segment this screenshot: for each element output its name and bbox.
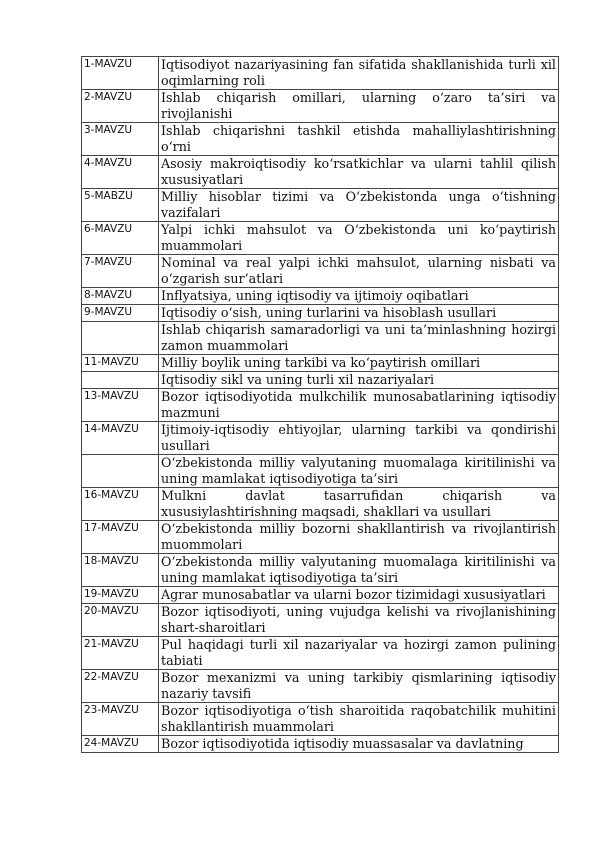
table-row	[82, 305, 559, 322]
topic-code: 20-MAVZU	[82, 604, 159, 637]
table-row	[82, 90, 559, 123]
topic-title: O‘zbekistonda milliy valyutaning muomalaga kiritilinishi va uning mamlakat iqtisodiyotiga ta’siri	[159, 455, 559, 488]
topic-code: 4-MAVZU	[82, 156, 159, 189]
table-row	[82, 372, 559, 389]
topic-title: Pul haqidagi turli xil nazariyalar va hozirgi zamon pulining tabiati	[159, 637, 559, 670]
topic-title: Milliy hisoblar tizimi va O‘zbekistonda unga o‘tishning vazifalari	[159, 189, 559, 222]
topic-title: Bozor iqtisodiyotida iqtisodiy muassasalar va davlatning	[159, 736, 559, 753]
table-row	[82, 670, 559, 703]
topic-code: 22-MAVZU	[82, 670, 159, 703]
topic-code: 24-MAVZU	[82, 736, 159, 753]
table-row	[82, 703, 559, 736]
topic-code: 14-MAVZU	[82, 422, 159, 455]
topic-code: 19-MAVZU	[82, 587, 159, 604]
topic-code: 21-MAVZU	[82, 637, 159, 670]
table-row	[82, 736, 559, 753]
table-row	[82, 554, 559, 587]
topic-title: Yalpi ichki mahsulot va O‘zbekistonda uni ko‘paytirish muammolari	[159, 222, 559, 255]
table-row	[82, 189, 559, 222]
table-row	[82, 355, 559, 372]
topic-title: Agrar munosabatlar va ularni bozor tizimidagi xususiyatlari	[159, 587, 559, 604]
table-row	[82, 604, 559, 637]
topic-code: 3-MAVZU	[82, 123, 159, 156]
table-row	[82, 288, 559, 305]
topic-code: 7-MAVZU	[82, 255, 159, 288]
table-row	[82, 637, 559, 670]
table-row	[82, 222, 559, 255]
table-row	[82, 255, 559, 288]
topics-table	[81, 56, 559, 753]
topic-title: Iqtisodiy sikl va uning turli xil nazariyalari	[159, 372, 559, 389]
topic-title: O‘zbekistonda milliy bozorni shakllantirish va rivojlantirish muommolari	[159, 521, 559, 554]
table-row	[82, 322, 559, 355]
topic-title: Iqtisodiy o‘sish, uning turlarini va hisoblash usullari	[159, 305, 559, 322]
topic-title: Ishlab chiqarish samaradorligi va uni ta’minlashning hozirgi zamon muammolari	[159, 322, 559, 355]
table-row	[82, 422, 559, 455]
topic-title: Asosiy makroiqtisodiy ko‘rsatkichlar va ularni tahlil qilish xususiyatlari	[159, 156, 559, 189]
topic-code: 1-MAVZU	[82, 57, 159, 90]
topic-title: Iqtisodiyot nazariyasining fan sifatida shakllanishida turli xil oqimlarning roli	[159, 57, 559, 90]
topic-title: Bozor iqtisodiyotiga o‘tish sharoitida raqobatchilik muhitini shakllantirish muammolari	[159, 703, 559, 736]
topic-title: Bozor mexanizmi va uning tarkibiy qismlarining iqtisodiy nazariy tavsifi	[159, 670, 559, 703]
topic-title: Mulkni davlat tasarrufidan chiqarish va xususiylashtirishning maqsadi, shakllari va usullari	[159, 488, 559, 521]
table-row	[82, 123, 559, 156]
table-row	[82, 455, 559, 488]
topic-code: 9-MAVZU	[82, 305, 159, 322]
table-row	[82, 488, 559, 521]
topic-title: Ishlab chiqarish omillari, ularning o‘zaro ta’siri va rivojlanishi	[159, 90, 559, 123]
topic-code: 23-MAVZU	[82, 703, 159, 736]
topic-title: O‘zbekistonda milliy valyutaning muomalaga kiritilinishi va uning mamlakat iqtisodiyotiga ta’siri	[159, 554, 559, 587]
topic-title: Nominal va real yalpi ichki mahsulot, ularning nisbati va o‘zgarish sur’atlari	[159, 255, 559, 288]
topic-title: Bozor iqtisodiyoti, uning vujudga kelishi va rivojlanishining shart-sharoitlari	[159, 604, 559, 637]
topic-code	[82, 455, 159, 488]
topic-code: 2-MAVZU	[82, 90, 159, 123]
topic-code	[82, 372, 159, 389]
table-row	[82, 156, 559, 189]
topic-title: Inflyatsiya, uning iqtisodiy va ijtimoiy oqibatlari	[159, 288, 559, 305]
topic-code	[82, 322, 159, 355]
topic-title: Bozor iqtisodiyotida mulkchilik munosabatlarining iqtisodiy mazmuni	[159, 389, 559, 422]
topic-code: 8-MAVZU	[82, 288, 159, 305]
table-row	[82, 587, 559, 604]
topic-code: 13-MAVZU	[82, 389, 159, 422]
topics-table-body	[82, 57, 559, 753]
topic-title: Milliy boylik uning tarkibi va ko‘paytirish omillari	[159, 355, 559, 372]
topic-code: 17-MAVZU	[82, 521, 159, 554]
topic-code: 11-MAVZU	[82, 355, 159, 372]
topic-title: Ishlab chiqarishni tashkil etishda mahalliylashtirishning o‘rni	[159, 123, 559, 156]
topic-code: 18-MAVZU	[82, 554, 159, 587]
topic-code: 16-MAVZU	[82, 488, 159, 521]
topic-title: Ijtimoiy-iqtisodiy ehtiyojlar, ularning tarkibi va qondirishi usullari	[159, 422, 559, 455]
table-row	[82, 57, 559, 90]
topic-code: 5-MABZU	[82, 189, 159, 222]
table-row	[82, 389, 559, 422]
topic-code: 6-MAVZU	[82, 222, 159, 255]
table-row	[82, 521, 559, 554]
